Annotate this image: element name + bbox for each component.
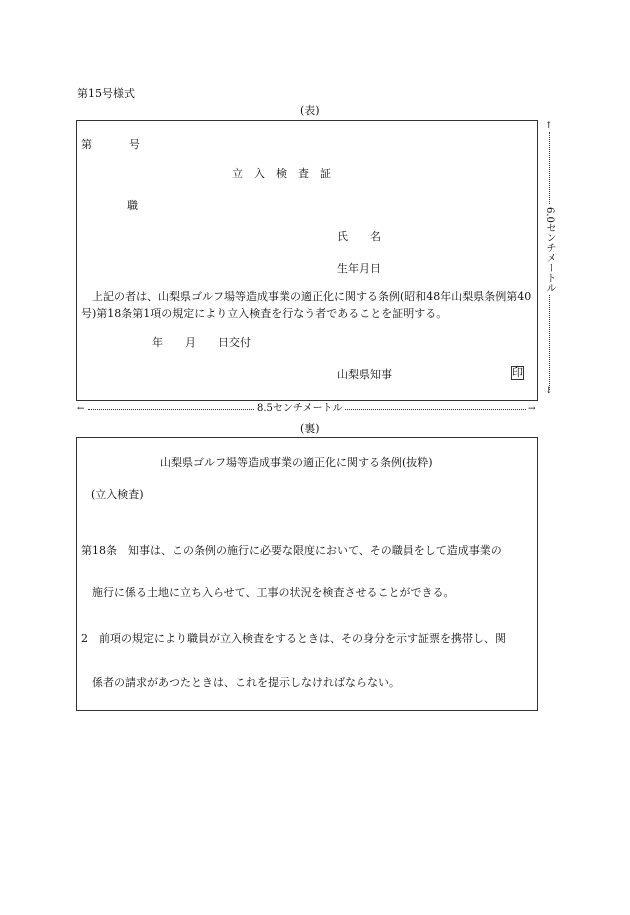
paragraph-2-line-2: 係者の請求があつたときは、これを提示しなければならない。	[92, 676, 400, 689]
arrow-up-icon: ↑	[545, 121, 553, 131]
article-18-line-2: 施行に係る土地に立ち入らせて、工事の状況を検査させることができる。	[92, 586, 455, 599]
form-number: 第15号様式	[77, 87, 135, 100]
issued-date-label: 年 月 日交付	[152, 336, 251, 349]
name-label: 氏 名	[337, 230, 381, 243]
certificate-no-suffix: 号	[129, 138, 140, 151]
issuer-label: 山梨県知事	[337, 368, 392, 381]
arrow-left-icon: ←	[77, 404, 85, 414]
arrow-right-icon: →	[528, 404, 536, 414]
article-heading: (立入検査)	[91, 488, 144, 501]
back-title: 山梨県ゴルフ場等造成事業の適正化に関する条例(抜粋)	[160, 456, 433, 469]
article-18-line-1: 第18条 知事は、この条例の施行に必要な限度において、その職員をして造成事業の	[81, 544, 502, 557]
paragraph-2-line-1: 2 前項の規定により職員が立入検査をするときは、その身分を示す証票を携帯し、関	[81, 632, 506, 645]
certificate-title: 立 入 検 査 証	[232, 167, 331, 180]
post-label: 職	[127, 199, 138, 212]
certificate-body: 上記の者は、山梨県ゴルフ場等造成事業の適正化に関する条例(昭和48年山梨県条例第40号)第18条第1項の規定により立入検査を行なう者であることを証明する。	[81, 290, 532, 320]
back-side-label: (裏)	[300, 422, 320, 435]
width-dimension-label: 8.5センチメートル	[257, 403, 343, 414]
front-card	[76, 120, 538, 401]
front-side-label: (表)	[300, 104, 320, 117]
back-card	[76, 437, 538, 711]
birthdate-label: 生年月日	[337, 262, 381, 275]
height-dimension-label: 6.0センチメートル	[544, 207, 555, 293]
certificate-no-prefix: 第	[81, 138, 92, 151]
arrow-down-icon: ↓	[545, 386, 553, 396]
seal-mark: 印	[512, 366, 523, 379]
